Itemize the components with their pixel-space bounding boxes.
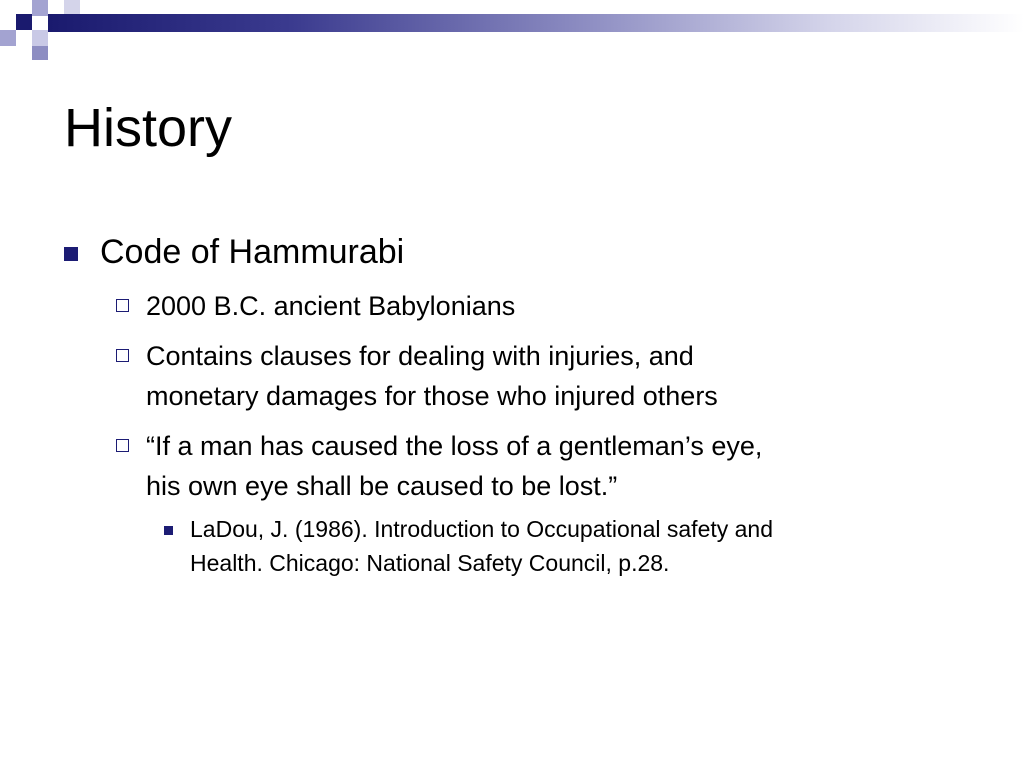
slide-title: History — [64, 98, 233, 158]
hollow-square-bullet-icon — [116, 349, 129, 362]
banner-square-light — [32, 0, 48, 16]
sub-bullet-line: 2000 B.C. ancient Babylonians — [146, 291, 516, 321]
sub-bullet-text — [146, 286, 956, 326]
citation-text — [190, 512, 940, 580]
sub-bullet-line: monetary damages for those who injured others — [146, 381, 718, 411]
banner-gradient-bar — [48, 14, 1024, 32]
sub-bullet-line: his own eye shall be caused to be lost.” — [146, 471, 618, 501]
banner-square-mid — [32, 46, 48, 60]
citation-line: Health. Chicago: National Safety Council, p.28. — [190, 550, 670, 576]
banner-square-light — [0, 30, 16, 46]
small-square-bullet-icon — [164, 526, 173, 535]
sub-bullet-text — [146, 426, 956, 506]
sub-bullet-line: “If a man has caused the loss of a gentleman’s eye, — [146, 431, 763, 461]
header-banner — [0, 0, 1024, 60]
square-bullet-icon — [64, 247, 78, 261]
hollow-square-bullet-icon — [116, 439, 129, 452]
banner-square-light — [32, 30, 48, 46]
banner-square-dark — [16, 14, 32, 30]
bullet-text: Code of Hammurabi — [100, 233, 405, 271]
citation-line: LaDou, J. (1986). Introduction to Occupational safety and — [190, 516, 774, 542]
sub-bullet-text — [146, 336, 956, 416]
hollow-square-bullet-icon — [116, 299, 129, 312]
sub-bullet-line: Contains clauses for dealing with injuries, and — [146, 341, 694, 371]
